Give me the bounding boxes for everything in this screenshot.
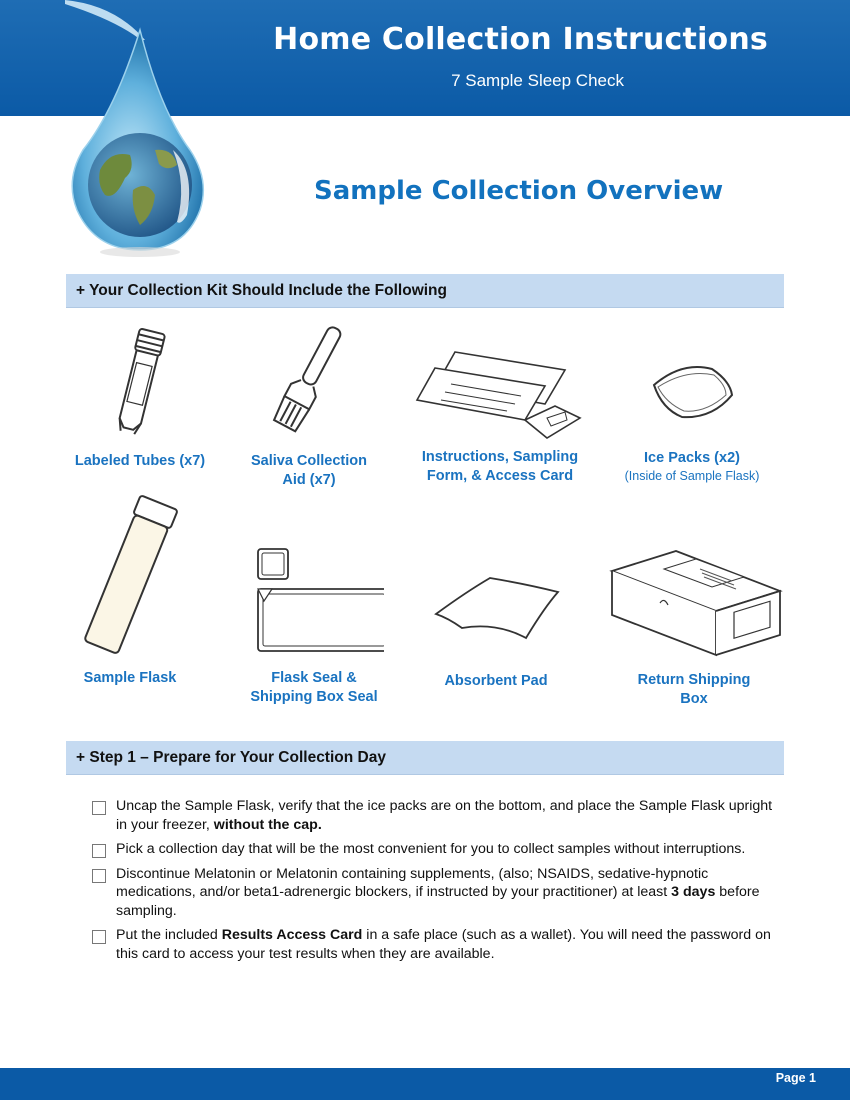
checklist-item [92,865,786,921]
kit-item-flask-seal [232,545,396,707]
checklist-text: Uncap the Sample Flask, verify that the ice packs are on the bottom, and place the Sample Flask upright in your freezer, [116,798,773,833]
sample-flask-icon [70,495,190,655]
kit-item-label-line2: Box [680,691,708,707]
page-subtitle: 7 Sample Sleep Check [451,71,624,90]
kit-item-label: Absorbent Pad [444,673,548,689]
instructions-papers-icon [415,340,585,440]
page-number: Page 1 [775,1071,816,1085]
checklist-text-bold: without the cap. [213,816,322,833]
kit-item-label: Saliva Collection [250,453,368,469]
checklist-text: Discontinue Melatonin or Melatonin containing supplements, (also; NSAIDS, sedative-hypnotic medications, and/or beta1-adrenergic blockers, if instructed by your practitioner) at least [116,865,709,900]
kit-item-label: Flask Seal & [271,670,357,686]
shipping-box-icon [604,545,784,657]
checklist-text-bold: Results Access Card [221,927,363,943]
kit-section-heading [66,274,784,308]
saliva-collection-aid-icon [264,322,354,442]
checkbox[interactable] [92,930,106,944]
kit-item-saliva-collection-aid [232,322,386,490]
kit-item-label: Ice Packs (x2) [644,450,740,466]
kit-item-note: (Inside of Sample Flask) [624,469,760,483]
absorbent-pad-icon [426,570,566,650]
checklist-text-post: before sampling. [116,884,760,919]
checklist-text-post: in a safe place (such as a wallet). You will need the password on this card to access your test results when they are available. [116,927,771,962]
kit-item-absorbent-pad [418,570,574,691]
kit-item-label: Return Shipping [637,672,751,688]
step1-section-heading [66,741,784,775]
page-title: Home Collection Instructions [273,22,768,57]
checkbox[interactable] [92,844,106,858]
footer-bar [0,1068,850,1100]
earth-water-drop-icon [55,0,215,260]
kit-item-instructions [400,340,600,486]
seal-sticker-icon [244,545,384,655]
kit-item-label: Labeled Tubes (x7) [74,453,206,469]
kit-item-label: Instructions, Sampling [421,449,579,465]
step1-checklist [92,797,786,969]
kit-item-label: Sample Flask [83,670,177,686]
section-title: Sample Collection Overview [314,176,724,206]
checklist-text: Pick a collection day that will be the most convenient for you to collect samples without interruptions. [116,841,746,857]
labeled-tube-icon [95,322,185,442]
checklist-item [92,797,786,834]
kit-item-label-line2: Aid (x7) [282,472,336,488]
checkbox[interactable] [92,869,106,883]
kit-item-label-line2: Shipping Box Seal [250,689,378,705]
checklist-item [92,840,786,859]
step1-section-heading-text: + Step 1 – Prepare for Your Collection Day [76,749,386,766]
kit-item-sample-flask [52,495,208,688]
kit-item-labeled-tubes [62,322,218,471]
kit-section-heading-text: + Your Collection Kit Should Include the Following [76,282,447,299]
checklist-item [92,926,786,963]
kit-item-ice-packs [614,355,770,484]
checklist-text-bold: 3 days [671,884,716,900]
kit-item-label-line2: Form, & Access Card [426,468,574,484]
kit-item-return-shipping-box [604,545,784,709]
checkbox[interactable] [92,801,106,815]
ice-pack-icon [642,355,742,435]
checklist-text: Put the included [116,927,222,943]
